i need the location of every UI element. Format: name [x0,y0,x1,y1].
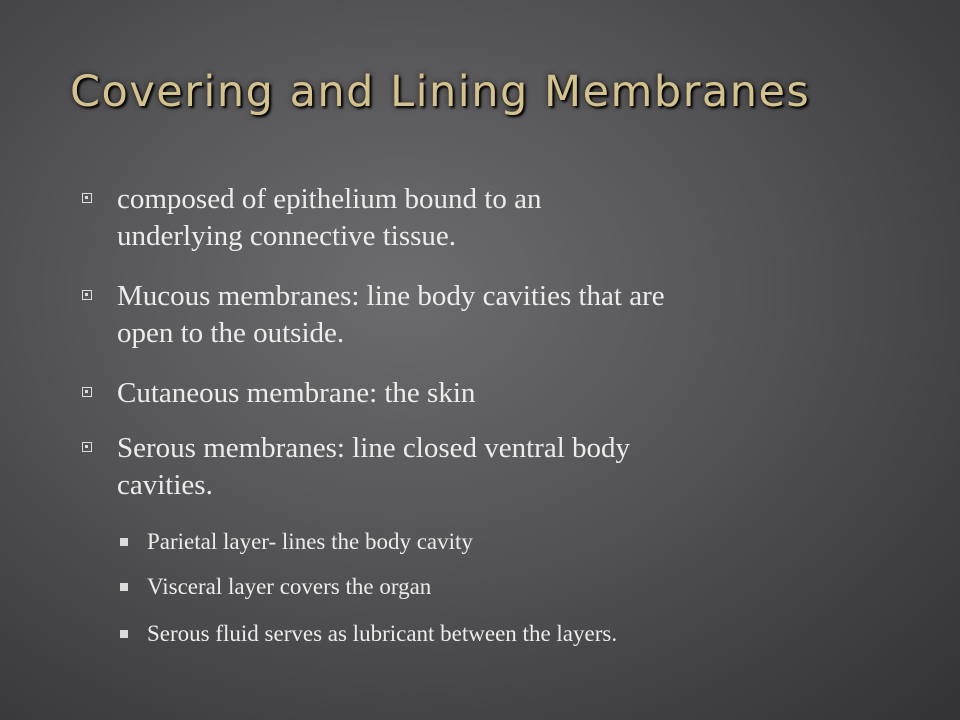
bullet-line: Mucous membranes: line body cavities that are [117,280,665,312]
bullet-item [82,278,942,352]
square-bullet-icon [120,583,128,591]
bullet-line: Serous membranes: line closed ventral body [117,432,631,464]
bullet-line: underlying connective tissue. [117,220,457,252]
bullet-item [82,375,942,412]
bullet-line: Cutaneous membrane: the skin [117,377,476,409]
bullet-box-icon [82,290,92,300]
square-bullet-icon [120,538,128,546]
bullet-item [82,181,942,255]
slide-title: Covering and Lining Membranes [70,67,811,117]
sub-bullet-text: Visceral layer covers the organ [147,574,432,599]
sub-bullet-item [120,619,940,649]
bullet-box-icon [82,193,92,203]
bullet-line: cavities. [117,469,213,501]
sub-bullet-text: Parietal layer- lines the body cavity [147,529,473,554]
bullet-box-icon [82,387,92,397]
bullet-line: composed of epithelium bound to an [117,183,542,215]
sub-bullet-item [120,527,940,557]
square-bullet-icon [120,630,128,638]
bullet-box-icon [82,442,92,452]
sub-bullet-text: Serous fluid serves as lubricant between the layers. [147,621,618,646]
sub-bullet-item [120,572,940,602]
bullet-item [82,430,942,504]
bullet-line: open to the outside. [117,317,345,349]
